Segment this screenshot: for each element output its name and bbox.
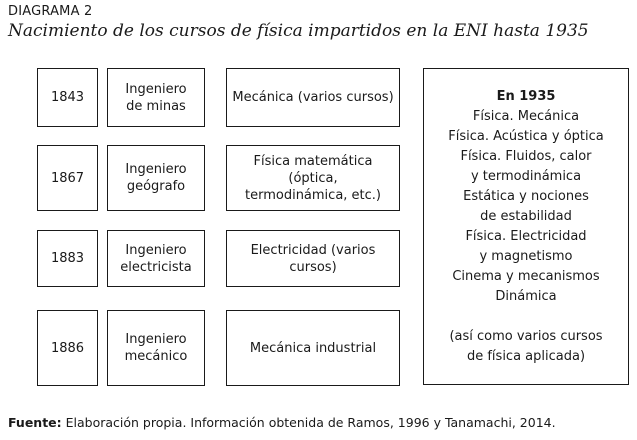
diagram-heading: DIAGRAMA 2	[8, 4, 93, 19]
year-box-1843	[37, 68, 98, 127]
course-box-electricidad	[226, 230, 400, 287]
degree-line: Ingeniero	[125, 162, 187, 177]
degree-box-mecanico	[107, 310, 205, 386]
degree-line: mecánico	[124, 349, 188, 364]
course-line: Mecánica (varios cursos)	[232, 90, 394, 105]
course-box-mecanica	[226, 68, 400, 127]
summary-line: de estabilidad	[480, 209, 572, 224]
course-box-mecanica-industrial	[226, 310, 400, 386]
degree-box-geografo	[107, 145, 205, 211]
degree-line: electricista	[120, 259, 192, 275]
year-label: 1843	[50, 90, 85, 105]
summary-title: En 1935	[496, 89, 556, 104]
source-label: Fuente:	[8, 415, 62, 430]
course-box-fisica-matematica	[226, 145, 400, 211]
summary-line: Física. Acústica y óptica	[448, 129, 604, 144]
summary-box-1935	[423, 68, 629, 385]
summary-line: Física. Fluidos, calor	[460, 149, 592, 164]
diagram-subtitle: Nacimiento de los cursos de física impartidos en la ENI hasta 1935	[8, 21, 589, 41]
degree-line: Ingeniero	[125, 242, 187, 258]
summary-line: Física. Electricidad	[465, 229, 587, 244]
year-label: 1883	[50, 251, 85, 266]
summary-line: y termodinámica	[470, 169, 582, 184]
degree-line: de minas	[126, 98, 186, 114]
degree-line: Ingeniero	[125, 81, 187, 97]
source-footer	[8, 415, 556, 430]
degree-box-electricista	[107, 230, 205, 287]
course-line: Física matemática (óptica,	[253, 153, 373, 186]
degree-box-minas	[107, 68, 205, 127]
summary-spacer	[424, 307, 628, 327]
degree-line: Ingeniero	[125, 332, 187, 347]
summary-line: Cinema y mecanismos	[452, 269, 600, 284]
summary-note-line: de física aplicada)	[466, 349, 586, 364]
summary-line: Estática y nociones	[463, 189, 589, 204]
course-line: termodinámica, etc.)	[245, 187, 381, 203]
summary-note-line: (así como varios cursos	[449, 329, 603, 344]
year-box-1886	[37, 310, 98, 386]
course-line: Mecánica industrial	[249, 340, 377, 356]
course-line: Electricidad (varios cursos)	[250, 242, 376, 275]
year-box-1867	[37, 145, 98, 211]
year-label: 1886	[50, 340, 85, 356]
summary-line: y magnetismo	[479, 249, 573, 264]
degree-line: geógrafo	[126, 179, 186, 194]
year-label: 1867	[50, 170, 85, 186]
summary-line: Física. Mecánica	[472, 109, 580, 124]
source-text: Elaboración propia. Información obtenida de Ramos, 1996 y Tanamachi, 2014.	[61, 415, 556, 430]
year-box-1883	[37, 230, 98, 287]
summary-line: Dinámica	[495, 289, 557, 304]
